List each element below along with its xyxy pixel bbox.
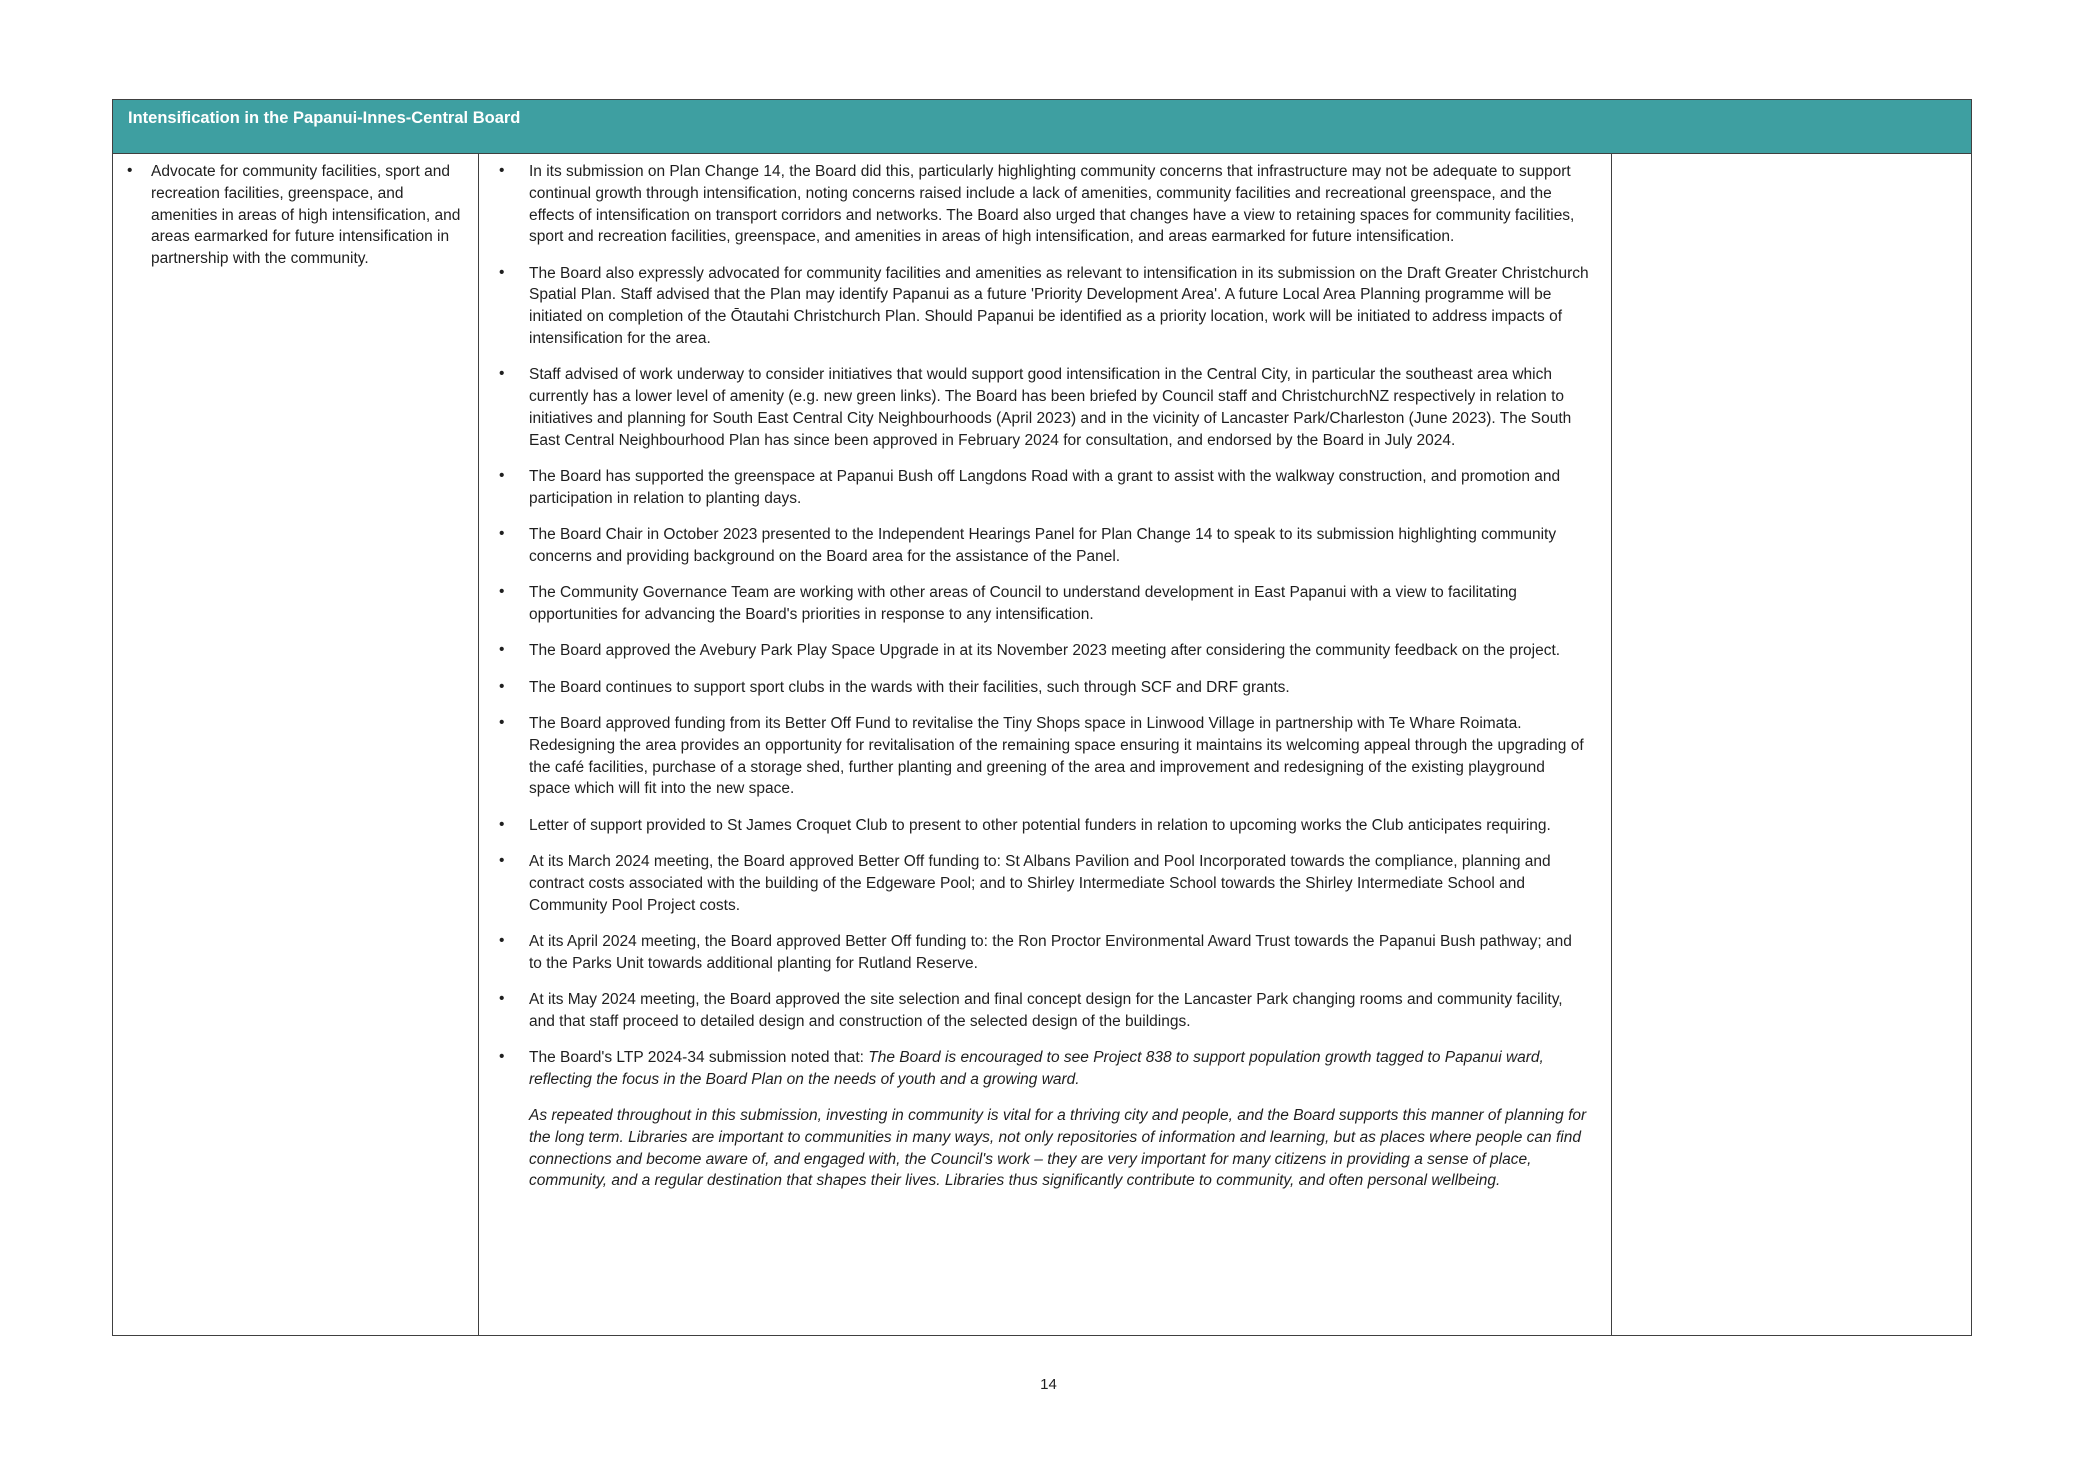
- list-item: • The Board also expressly advocated for community facilities and amenities as relevant to intensification in its submission on the Draft Greater Christchurch Spatial Plan. Staff advised that the Plan may identify Papanui as a future 'Priority Development Area'. A future Local Area Planning programme will be initiated on completion of the Ōtautahi Christchurch Plan. Should Papanui be identified as a priority location, work will be initiated to address impacts of intensification for the area.: [497, 263, 1589, 350]
- ltp-submission-lead: The Board's LTP 2024-34 submission noted that:: [529, 1049, 869, 1066]
- table-header-title: Intensification in the Papanui-Innes-Central Board: [113, 100, 1971, 154]
- table-body-row: [113, 154, 1971, 1335]
- submission-continuation-paragraph: As repeated throughout in this submission, investing in community is vital for a thriving city and people, and the Board supports this manner of planning for the long term. Libraries are important to communities in many ways, not only repositories of information and learning, but as places where people can find connections and become aware of, and engaged with, the Council's work – they are very important for many citizens in providing a sense of place, community, and a regular destination that shapes their lives. Libraries thus significantly contribute to community, and often personal wellbeing.: [529, 1107, 1587, 1190]
- list-item: • At its May 2024 meeting, the Board approved the site selection and final concept design for the Lancaster Park changing rooms and community facility, and that staff proceed to detailed design and construction of the selected design of the buildings.: [497, 989, 1589, 1033]
- column-board-plan-actions: [113, 154, 479, 1335]
- list-item: • Advocate for community facilities, sport and recreation facilities, greenspace, and amenities in areas of high intensification, and areas earmarked for future intensification in partnership with the community.: [125, 161, 464, 270]
- list-item: • At its March 2024 meeting, the Board approved Better Off funding to: St Albans Pavilion and Pool Incorporated towards the compliance, planning and contract costs associated with the building of the Edgeware Pool; and to Shirley Intermediate School towards the Shirley Intermediate School and Community Pool Project costs.: [497, 851, 1589, 916]
- list-item: • Staff advised of work underway to consider initiatives that would support good intensification in the Central City, in particular the southeast area which currently has a lower level of amenity (e.g. new green links). The Board has been briefed by Council staff and ChristchurchNZ respectively in relation to initiatives and planning for South East Central City Neighbourhoods (April 2023) and in the vicinity of Lancaster Park/Charleston (June 2023). The South East Central Neighbourhood Plan has since been approved in February 2024 for consultation, and endorsed by the Board in July 2024.: [497, 364, 1589, 451]
- column-progress-update: [479, 154, 1612, 1335]
- list-item: • The Community Governance Team are working with other areas of Council to understand development in East Papanui with a view to facilitating opportunities for advancing the Board's priorities in response to any intensification.: [497, 582, 1589, 626]
- left-bullet-list: [125, 161, 464, 270]
- list-item: • The Board continues to support sport clubs in the wards with their facilities, such through SCF and DRF grants.: [497, 677, 1589, 699]
- list-item: [497, 1047, 1589, 1091]
- list-item: • At its April 2024 meeting, the Board approved Better Off funding to: the Ron Proctor Environmental Award Trust towards the Papanui Bush pathway; and to the Parks Unit towards additional planting for Rutland Reserve.: [497, 931, 1589, 975]
- list-item: • The Board Chair in October 2023 presented to the Independent Hearings Panel for Plan Change 14 to speak to its submission highlighting community concerns and providing background on the Board area for the assistance of the Panel.: [497, 524, 1589, 568]
- list-item: • In its submission on Plan Change 14, the Board did this, particularly highlighting community concerns that infrastructure may not be adequate to support continual growth through intensification, noting concerns raised include a lack of amenities, community facilities and recreational greenspace, and the effects of intensification on transport corridors and networks. The Board also urged that changes have a view to retaining spaces for community facilities, sport and recreation facilities, greenspace, and amenities in areas of high intensification, and areas earmarked for future intensification.: [497, 161, 1589, 248]
- column-empty: [1612, 154, 1971, 1335]
- list-item: • The Board approved the Avebury Park Play Space Upgrade in at its November 2023 meeting after considering the community feedback on the project.: [497, 640, 1589, 662]
- list-item: • The Board approved funding from its Better Off Fund to revitalise the Tiny Shops space in Linwood Village in partnership with Te Whare Roimata. Redesigning the area provides an opportunity for revitalisation of the remaining space ensuring it maintains its welcoming appeal through the upgrading of the café facilities, purchase of a storage shed, further planting and greening of the area and improvement and redesigning of the existing playground space which will fit into the new space.: [497, 713, 1589, 800]
- intensification-table: [112, 99, 1972, 1336]
- ltp-submission-quote: The Board is encouraged to see Project 838 to support population growth tagged to Papanui ward, reflecting the focus in the Board Plan on the needs of youth and a growing ward.: [529, 1049, 1544, 1088]
- middle-bullet-list: [497, 161, 1589, 1091]
- page-number: 14: [1040, 1376, 1057, 1393]
- list-item: • The Board has supported the greenspace at Papanui Bush off Langdons Road with a grant to assist with the walkway construction, and promotion and participation in relation to planting days.: [497, 466, 1589, 510]
- list-item: • Letter of support provided to St James Croquet Club to present to other potential funders in relation to upcoming works the Club anticipates requiring.: [497, 815, 1589, 837]
